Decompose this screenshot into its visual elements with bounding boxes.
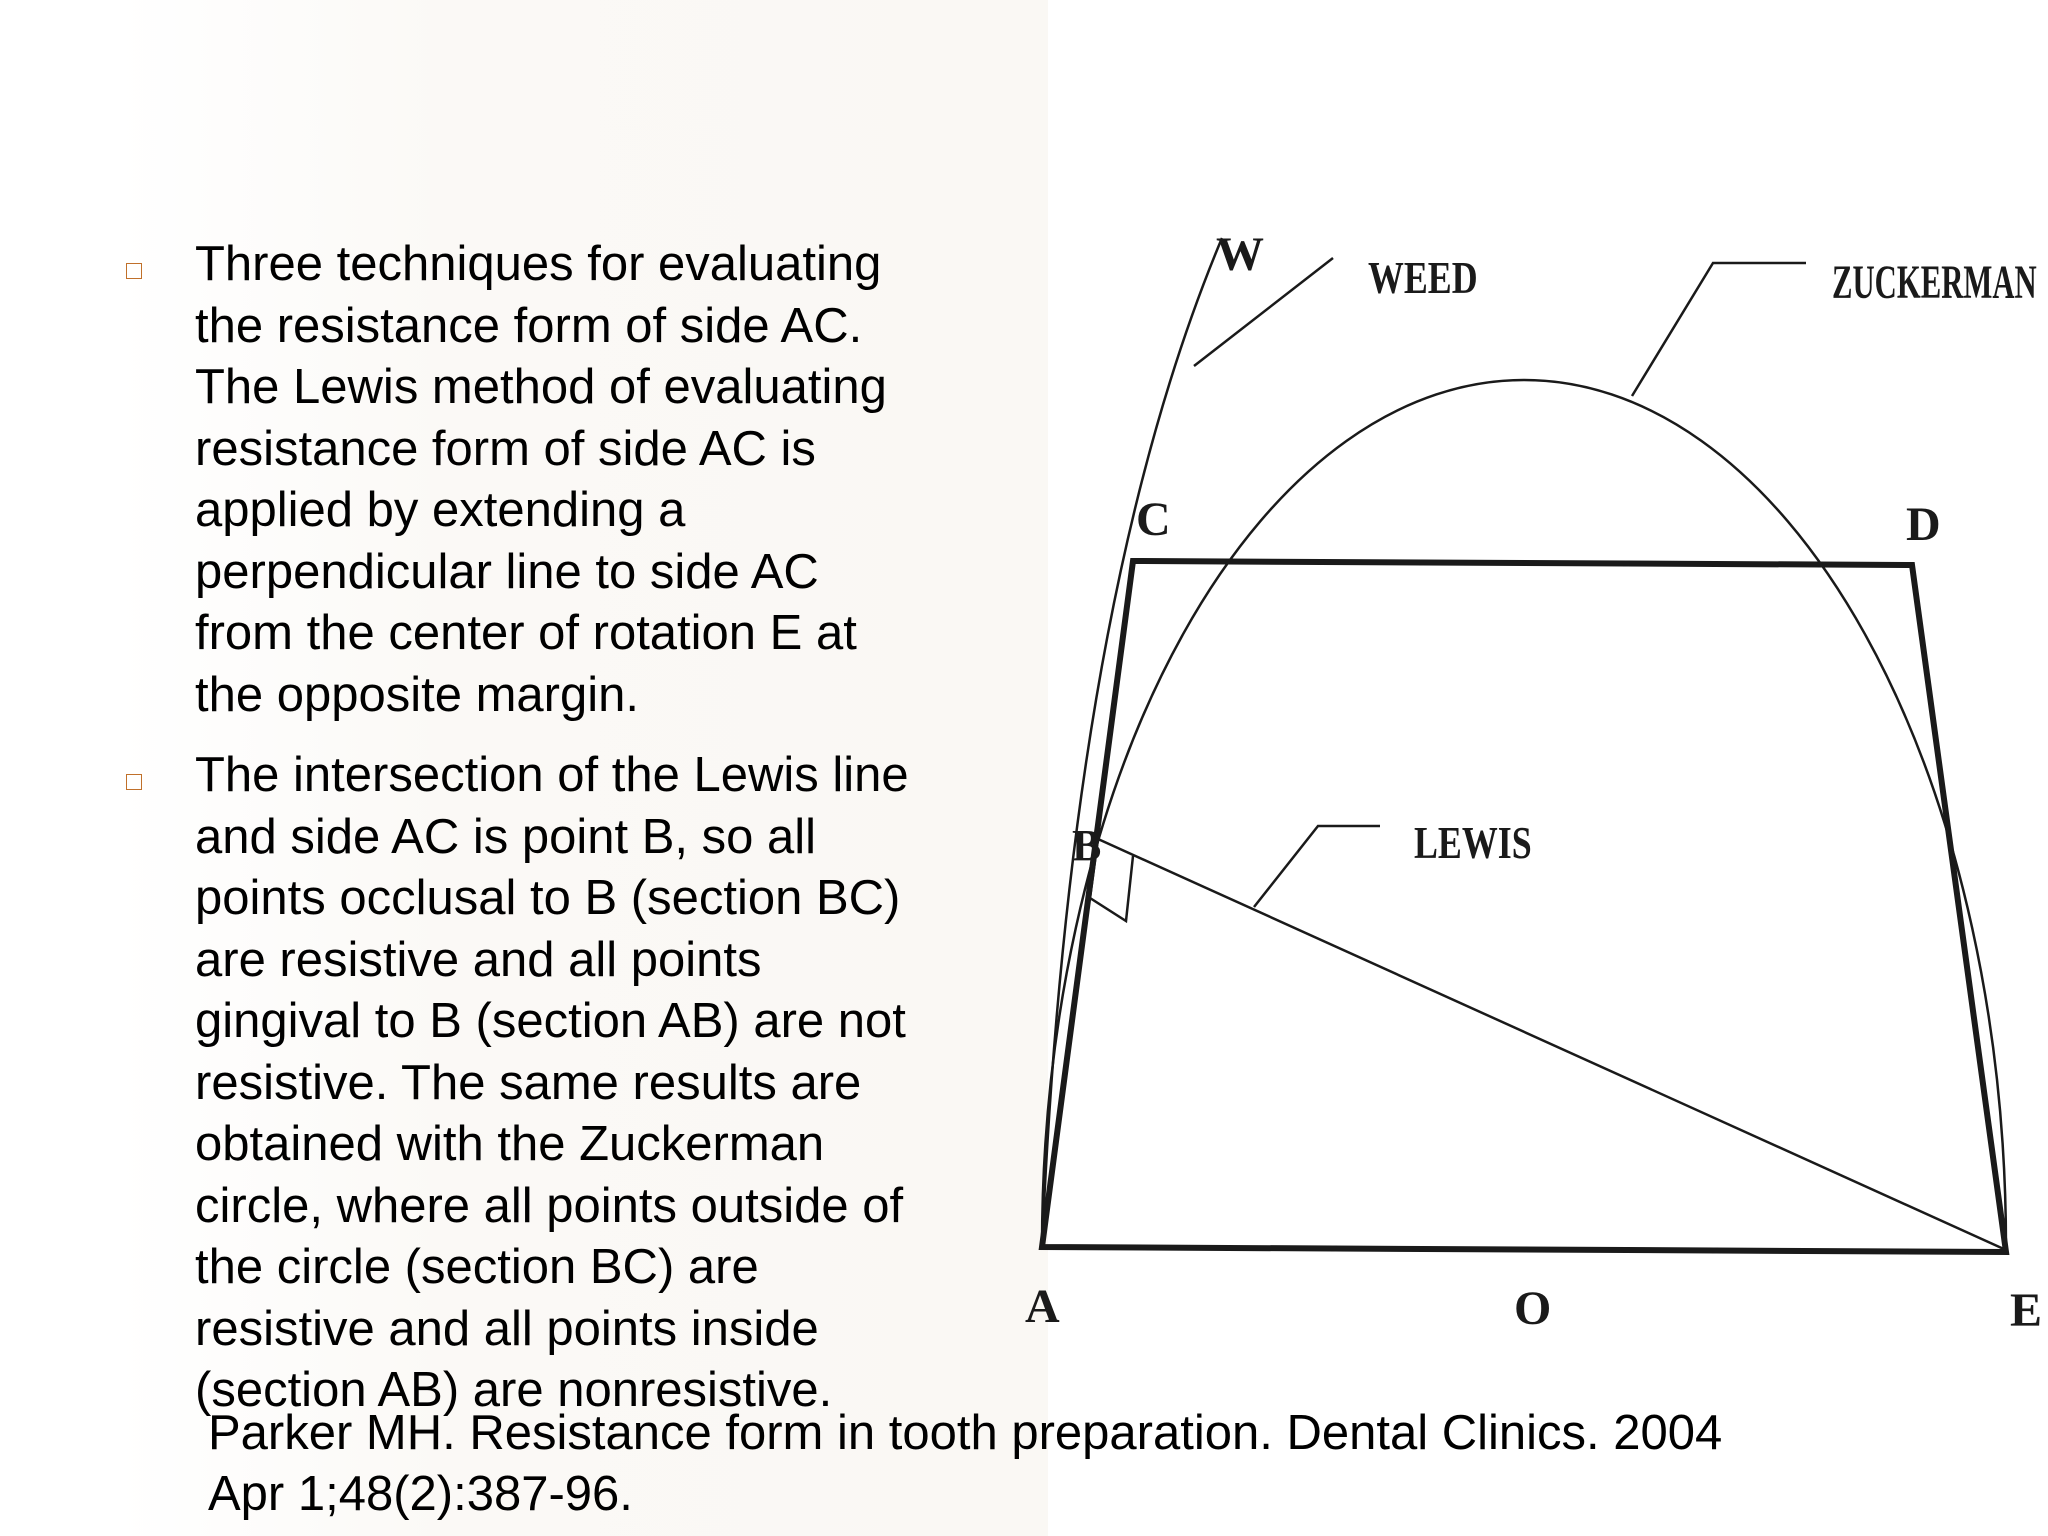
label-a: A (1025, 1280, 1060, 1333)
citation-line-2: Apr 1;48(2):387-96. (208, 1467, 633, 1521)
bullet-1-line: The Lewis method of evaluating (195, 360, 887, 414)
lewis-leader-line (1254, 826, 1380, 907)
label-d: D (1906, 498, 1941, 551)
zuckerman-circle (1042, 380, 2006, 1247)
bullet-2-line: and side AC is point B, so all (195, 809, 817, 864)
bullet-1-line: the opposite margin. (195, 667, 639, 722)
bullet-1-line: Three techniques for evaluating (195, 237, 882, 291)
bullet-2-line: obtained with the Zuckerman (195, 1117, 825, 1171)
bullet-2-line: circle, where all points outside of (195, 1178, 904, 1233)
bullet-1-line: applied by extending a (195, 483, 686, 537)
bullet-2-line: the circle (section BC) are (195, 1240, 759, 1294)
label-o: O (1514, 1282, 1552, 1335)
preparation-outline (1042, 561, 2006, 1252)
bullet-1-line: the resistance form of side AC. (195, 298, 863, 353)
citation-line-1: Parker MH. Resistance form in tooth preparation. Dental Clinics. 2004 (208, 1406, 1723, 1460)
label-w: W (1216, 228, 1264, 281)
label-lewis: LEWIS (1414, 816, 1532, 869)
lewis-line (1098, 839, 2006, 1250)
bullet-2-line: gingival to B (section AB) are not (195, 994, 906, 1048)
bullet-2-line: (section AB) are nonresistive. (195, 1363, 833, 1417)
label-c: C (1136, 493, 1171, 546)
bullet-2-line: are resistive and all points (195, 932, 762, 987)
bullet-2-line: resistive and all points inside (195, 1301, 819, 1356)
bullet-1-line: perpendicular line to side AC (195, 544, 819, 599)
bullet-1-line: resistance form of side AC is (195, 421, 816, 476)
bullet-2-line: resistive. The same results are (195, 1055, 862, 1110)
label-b: B (1072, 821, 1102, 870)
bullet-2-line: The intersection of the Lewis line (195, 748, 909, 802)
label-e: E (2010, 1284, 2043, 1337)
label-zuckerman: ZUCKERMAN (1831, 255, 2037, 309)
citation (208, 1403, 1808, 1525)
bullet-2-line: points occlusal to B (section BC) (195, 871, 901, 925)
bullet-1-line: from the center of rotation E at (195, 606, 857, 660)
label-weed: WEED (1368, 251, 1478, 304)
zuckerman-leader-line (1632, 263, 1806, 396)
